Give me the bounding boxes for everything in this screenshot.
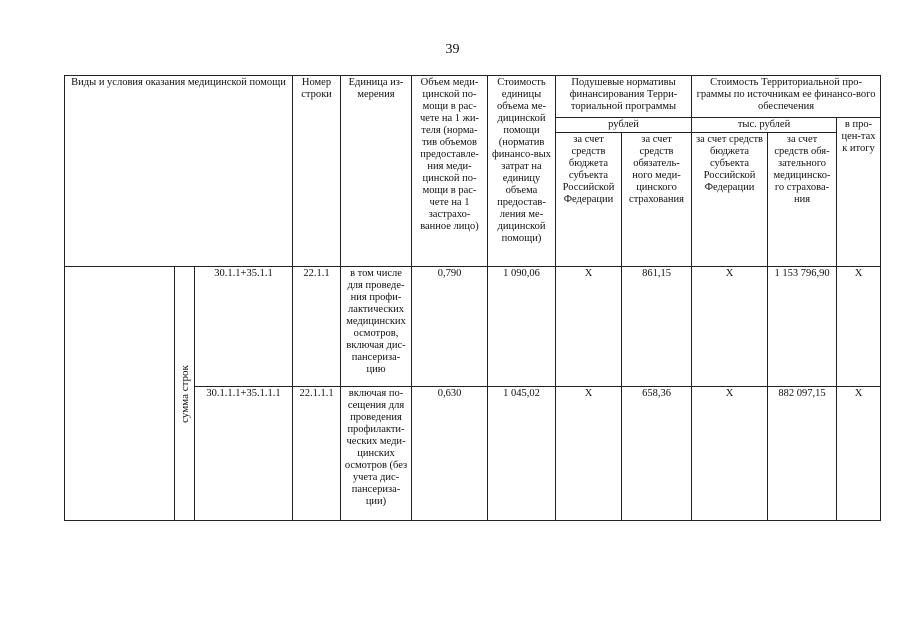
row-pc-budget: Х — [556, 267, 622, 387]
header-pc-oms: за счет средств обязатель-ного меди-цинского страхования — [622, 133, 692, 267]
row-unit: включая по-сещения для проведения профилакти-ческих меди-цинских осмотров (без учета дис-пансериза-ции) — [341, 387, 412, 521]
row-cost: 1 045,02 — [488, 387, 556, 521]
header-rubles: рублей — [556, 118, 692, 133]
header-volume: Объем меди-цинской по-мощи в рас-чете на 1 жи-теля (норма-тив объемов предоставле-ния меди-цинской по-мощи в рас-чете на 1 застрахо-ванное лицо) — [412, 76, 488, 267]
row-tp-budget: Х — [692, 387, 768, 521]
row-volume: 0,790 — [412, 267, 488, 387]
header-thousand-rubles: тыс. рублей — [692, 118, 837, 133]
header-types: Виды и условия оказания медицинской помощи — [65, 76, 293, 267]
header-row-1 — [65, 76, 881, 118]
header-unit: Единица из-мерения — [341, 76, 412, 267]
row-number: 22.1.1 — [293, 267, 341, 387]
row-tp-oms: 1 153 796,90 — [768, 267, 837, 387]
header-cost: Стоимость единицы объема ме-дицинской помощи (норматив финансо-вых затрат на единицу объема предостав-ления ме-дицинской помощи) — [488, 76, 556, 267]
blank-cell — [65, 267, 175, 521]
header-per-capita: Подушевые нормативы финансирования Терри-ториальной программы — [556, 76, 692, 118]
row-percent: Х — [837, 387, 881, 521]
row-pc-oms: 658,36 — [622, 387, 692, 521]
table-row — [65, 267, 881, 387]
row-tp-budget: Х — [692, 267, 768, 387]
row-pc-budget: Х — [556, 387, 622, 521]
side-label: сумма строк — [178, 364, 191, 423]
row-number: 22.1.1.1 — [293, 387, 341, 521]
header-tp-oms: за счет средств обя-зательного медицинско-го страхова-ния — [768, 133, 837, 267]
page-number: 39 — [445, 42, 460, 57]
header-percent: в про-цен-тах к итогу — [837, 118, 881, 267]
row-tp-oms: 882 097,15 — [768, 387, 837, 521]
row-percent: Х — [837, 267, 881, 387]
row-volume: 0,630 — [412, 387, 488, 521]
row-cost: 1 090,06 — [488, 267, 556, 387]
side-label-cell — [175, 267, 195, 521]
header-pc-budget: за счет средств бюджета субъекта Российской Федерации — [556, 133, 622, 267]
header-tp-budget: за счет средств бюджета субъекта Российской Федерации — [692, 133, 768, 267]
header-territorial: Стоимость Территориальной про-граммы по источникам ее финансо-вого обеспечения — [692, 76, 881, 118]
financing-table — [64, 75, 881, 521]
row-formula: 30.1.1.1+35.1.1.1 — [195, 387, 293, 521]
row-unit: в том числе для проведе-ния профи-лактических медицинских осмотров, включая дис-пансериза-цию — [341, 267, 412, 387]
header-row-number: Номер строки — [293, 76, 341, 267]
row-pc-oms: 861,15 — [622, 267, 692, 387]
row-formula: 30.1.1+35.1.1 — [195, 267, 293, 387]
